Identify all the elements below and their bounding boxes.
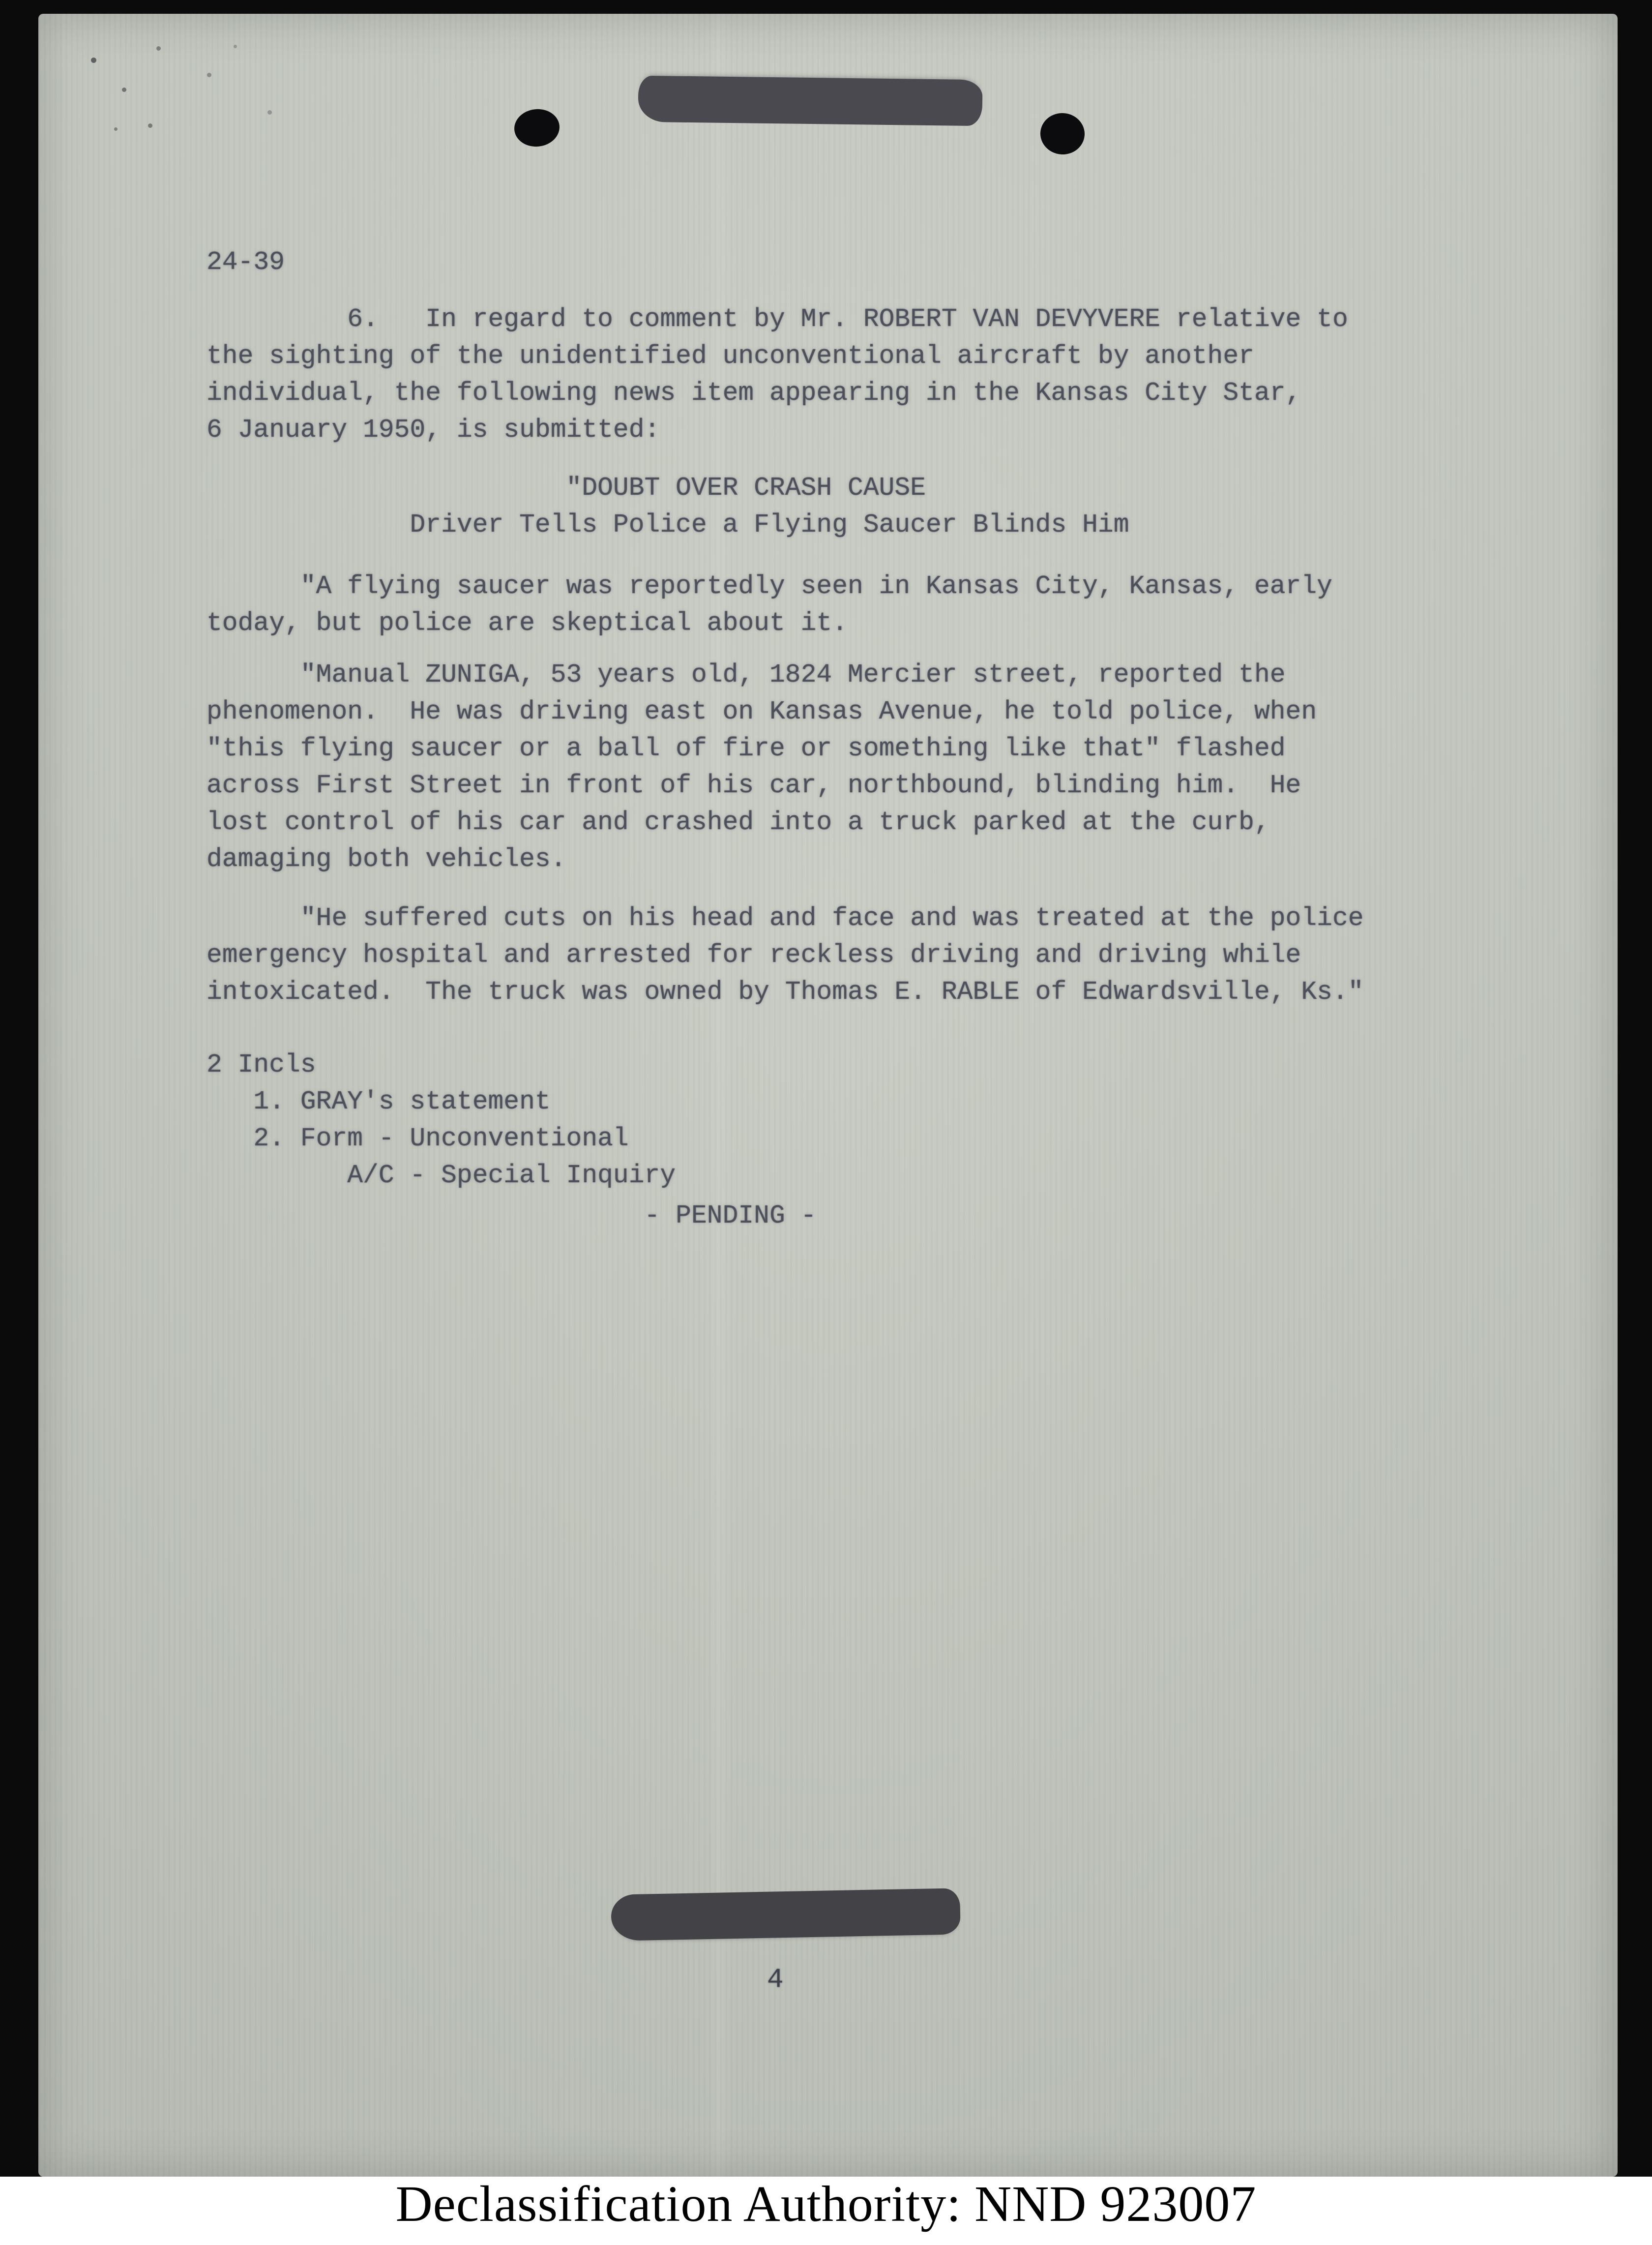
typed-line: emergency hospital and arrested for reckless driving and driving while — [206, 940, 1301, 970]
redaction-bar-bottom — [611, 1888, 961, 1941]
typed-line: individual, the following news item appearing in the Kansas City Star, — [206, 378, 1301, 408]
news-paragraph-3 — [206, 900, 1364, 1011]
news-paragraph-1 — [206, 568, 1332, 642]
news-headline-block — [206, 470, 1129, 543]
typed-line: 6. In regard to comment by Mr. ROBERT VAN DEVYVERE relative to — [206, 304, 1348, 334]
page-number: 4 — [767, 1964, 784, 1995]
typed-line: "He suffered cuts on his head and face and was treated at the police — [206, 903, 1364, 933]
enclosure-line: 2 Incls — [206, 1050, 316, 1079]
hole-punch-right — [1039, 112, 1086, 156]
typed-line: - PENDING - — [206, 1201, 817, 1230]
typed-line: intoxicated. The truck was owned by Thomas E. RABLE of Edwardsville, Ks." — [206, 977, 1364, 1007]
typed-line: 6 January 1950, is submitted: — [206, 415, 660, 445]
typed-line: today, but police are skeptical about it. — [206, 608, 848, 638]
news-paragraph-2 — [206, 657, 1317, 878]
declassification-text: Declassification Authority: NND 923007 — [395, 2176, 1257, 2232]
paragraph-6 — [206, 301, 1348, 449]
enclosures-block — [206, 1047, 676, 1194]
hole-punch-left — [512, 107, 561, 149]
typed-line: lost control of his car and crashed into a truck parked at the curb, — [206, 808, 1270, 837]
redaction-bar-top — [638, 76, 982, 126]
typed-line: phenomenon. He was driving east on Kansas Avenue, he told police, when — [206, 697, 1317, 726]
typed-line: damaging both vehicles. — [206, 844, 566, 874]
declassification-footer — [0, 2177, 1652, 2245]
scanned-document-page — [38, 14, 1618, 2177]
scan-speckles — [38, 14, 41, 16]
enclosure-line: A/C - Special Inquiry — [206, 1161, 676, 1190]
enclosure-line: 2. Form - Unconventional — [206, 1124, 629, 1153]
status-pending — [206, 1197, 816, 1234]
news-subheadline: Driver Tells Police a Flying Saucer Blinds Him — [206, 510, 1129, 539]
typed-line: "A flying saucer was reportedly seen in Kansas City, Kansas, early — [206, 571, 1332, 601]
news-headline: "DOUBT OVER CRASH CAUSE — [206, 473, 926, 503]
typed-line: across First Street in front of his car, northbound, blinding him. He — [206, 771, 1301, 800]
doc-number: 24-39 — [206, 247, 285, 277]
typed-line: the sighting of the unidentified unconventional aircraft by another — [206, 341, 1254, 371]
enclosure-line: 1. GRAY's statement — [206, 1087, 551, 1116]
typed-line: "this flying saucer or a ball of fire or something like that" flashed — [206, 734, 1286, 763]
typed-line: "Manual ZUNIGA, 53 years old, 1824 Mercier street, reported the — [206, 660, 1286, 689]
